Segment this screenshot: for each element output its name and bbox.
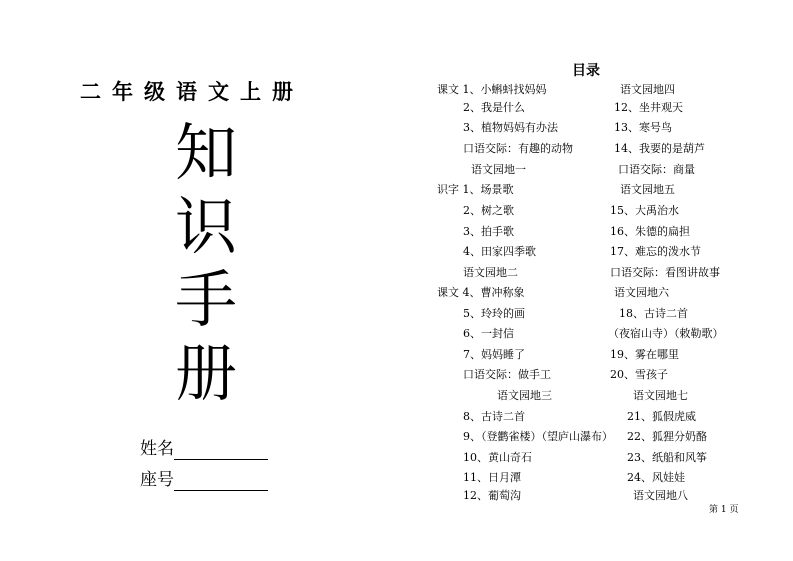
- toc-left-item: 8、古诗二首: [463, 410, 525, 423]
- toc-left-item: 语文园地三: [497, 389, 552, 402]
- toc-right-item: 20、雪孩子: [610, 368, 668, 381]
- name-field: [140, 438, 268, 460]
- toc-left-item: 课文 4、曹冲称象: [437, 286, 525, 299]
- toc-right-item: 口语交际：商量: [618, 163, 695, 176]
- toc-left-item: 6、一封信: [463, 327, 514, 340]
- toc-left-item: 4、田家四季歌: [463, 245, 536, 258]
- toc-right-item: 18、古诗二首: [619, 307, 688, 320]
- toc-left-item: 10、黄山奇石: [463, 451, 532, 464]
- toc-right-item: 24、风娃娃: [627, 471, 685, 484]
- toc-title: 目录: [572, 63, 600, 79]
- name-blank-line[interactable]: [174, 443, 268, 460]
- toc-left-item: 语文园地一: [471, 163, 526, 176]
- toc-right-item: 语文园地五: [620, 183, 675, 196]
- seat-blank-line[interactable]: [174, 474, 268, 491]
- seat-label: 座号: [140, 470, 174, 490]
- toc-right-item: 16、朱德的扁担: [610, 225, 690, 238]
- toc-left-item: 2、树之歌: [463, 204, 514, 217]
- toc-right-item: 14、我要的是葫芦: [614, 142, 705, 155]
- toc-left-item: 口语交际：有趣的动物: [463, 142, 573, 155]
- toc-right-item: 语文园地六: [614, 286, 669, 299]
- cover-title-char: 册: [174, 337, 237, 410]
- toc-right-item: 15、大禹治水: [610, 204, 679, 217]
- toc-left-item: 3、植物妈妈有办法: [463, 121, 558, 134]
- toc-left-item: 2、我是什么: [463, 101, 525, 114]
- toc-left-item: 9、（登鹳雀楼）（望庐山瀑布）: [463, 430, 613, 443]
- toc-left-item: 语文园地二: [463, 266, 518, 279]
- toc-right-item: 口语交际：看图讲故事: [610, 266, 720, 279]
- toc-left-item: 口语交际：做手工: [463, 368, 551, 381]
- toc-right-item: 21、狐假虎威: [627, 410, 696, 423]
- toc-left-item: 12、葡萄沟: [463, 489, 521, 502]
- toc-right-item: 23、纸船和风筝: [627, 451, 707, 464]
- page-number: 第 1 页: [709, 505, 739, 515]
- cover-subtitle: 二年级语文上册: [80, 79, 304, 104]
- cover-title-char: 知: [174, 116, 237, 189]
- toc-right-item: 语文园地四: [620, 83, 675, 96]
- toc-right-item: 17、难忘的泼水节: [610, 245, 701, 258]
- toc-right-item: 语文园地七: [633, 389, 688, 402]
- seat-field: [140, 469, 268, 491]
- toc-left-item: 识字 1、场景歌: [437, 183, 514, 196]
- toc-right-item: 13、寒号鸟: [614, 121, 672, 134]
- toc-left-item: 11、日月潭: [463, 471, 521, 484]
- toc-left-item: 5、玲玲的画: [463, 307, 525, 320]
- name-label: 姓名: [140, 439, 174, 459]
- toc-right-item: 语文园地八: [633, 489, 688, 502]
- toc-left-item: 7、妈妈睡了: [463, 348, 525, 361]
- toc-left-item: 课文 1、小蝌蚪找妈妈: [437, 83, 547, 96]
- toc-right-item: 12、坐井观天: [614, 101, 683, 114]
- toc-left-item: 3、拍手歌: [463, 225, 514, 238]
- cover-title-char: 识: [174, 190, 237, 263]
- cover-title-char: 手: [174, 263, 237, 336]
- toc-right-item: （夜宿山寺）（敕勒歌）: [608, 327, 724, 340]
- toc-right-item: 19、雾在哪里: [610, 348, 679, 361]
- toc-right-item: 22、狐狸分奶酪: [627, 430, 707, 443]
